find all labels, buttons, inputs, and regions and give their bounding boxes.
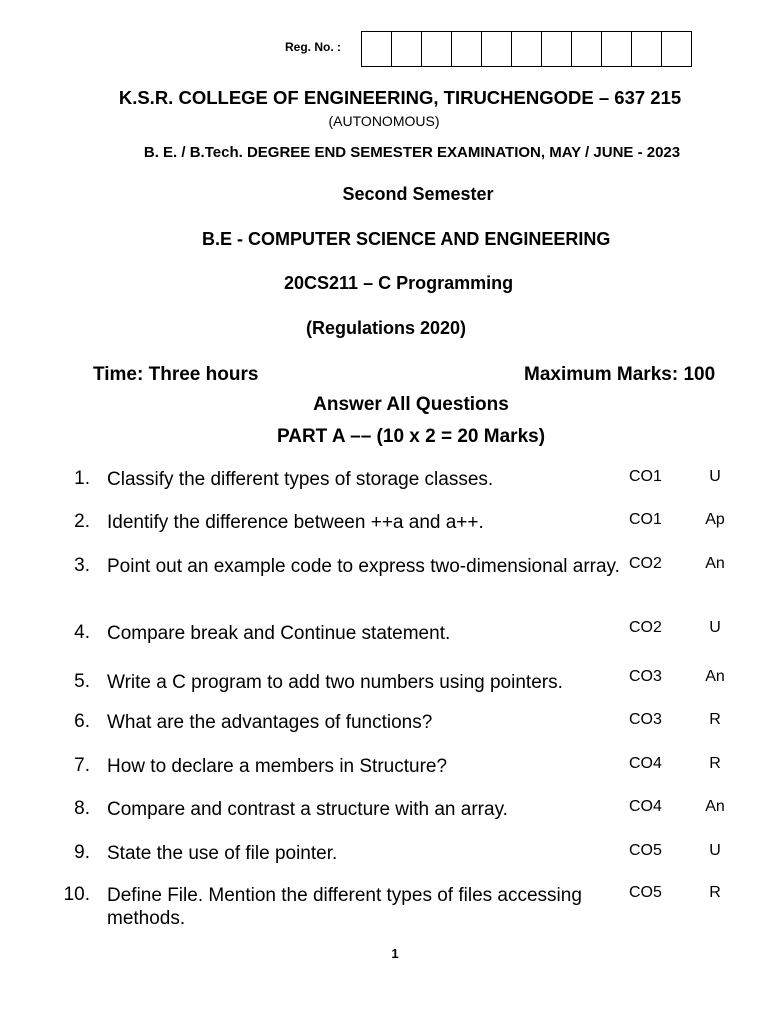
question-text: Compare break and Continue statement. xyxy=(107,623,451,644)
knowledge-level-label: U xyxy=(709,619,721,636)
knowledge-level-label: R xyxy=(709,755,721,772)
reg-no-box[interactable] xyxy=(541,31,572,67)
max-marks-label: Maximum Marks: 100 xyxy=(524,364,716,385)
question-text: State the use of file pointer. xyxy=(107,843,338,864)
question-number: 1. xyxy=(74,468,90,489)
exam-title: B. E. / B.Tech. DEGREE END SEMESTER EXAMINATION, MAY / JUNE - 2023 xyxy=(143,144,681,161)
course-outcome-label: CO5 xyxy=(629,842,662,859)
answer-all-heading: Answer All Questions xyxy=(313,394,509,415)
course-outcome-label: CO1 xyxy=(629,511,662,528)
question-number: 4. xyxy=(74,622,90,643)
question-text: Define File. Mention the different types of files accessing methods. xyxy=(107,885,582,929)
reg-no-box[interactable] xyxy=(391,31,422,67)
college-name: K.S.R. COLLEGE OF ENGINEERING, TIRUCHENGODE – 637 215 xyxy=(118,87,682,108)
question-text: How to declare a members in Structure? xyxy=(107,756,448,777)
question-text: Point out an example code to express two-dimensional array. xyxy=(107,556,620,577)
time-label: Time: Three hours xyxy=(93,364,259,385)
course-outcome-label: CO4 xyxy=(629,755,662,772)
reg-no-boxes[interactable] xyxy=(362,31,692,67)
question-number: 5. xyxy=(74,671,90,692)
reg-no-box[interactable] xyxy=(601,31,632,67)
autonomous-label: (AUTONOMOUS) xyxy=(328,113,440,129)
knowledge-level-label: U xyxy=(709,842,721,859)
reg-no-box[interactable] xyxy=(421,31,452,67)
question-number: 8. xyxy=(74,798,90,819)
question-number: 10. xyxy=(63,884,90,905)
part-a-heading: PART A –– (10 x 2 = 20 Marks) xyxy=(276,426,546,447)
question-text: Classify the different types of storage classes. xyxy=(107,469,494,490)
question-number: 2. xyxy=(74,511,90,532)
course-outcome-label: CO5 xyxy=(629,884,662,901)
question-text: Identify the difference between ++a and a++. xyxy=(107,512,484,533)
knowledge-level-label: R xyxy=(709,884,721,901)
regulation-title: (Regulations 2020) xyxy=(306,318,467,338)
question-number: 7. xyxy=(74,755,90,776)
question-text: What are the advantages of functions? xyxy=(107,712,433,733)
course-outcome-label: CO2 xyxy=(629,619,662,636)
question-text: Compare and contrast a structure with an array. xyxy=(107,799,508,820)
question-number: 9. xyxy=(74,842,90,863)
page-number: 1 xyxy=(391,946,399,961)
reg-no-box[interactable] xyxy=(631,31,662,67)
reg-no-box[interactable] xyxy=(361,31,392,67)
knowledge-level-label: R xyxy=(709,711,721,728)
reg-no-box[interactable] xyxy=(511,31,542,67)
question-number: 6. xyxy=(74,711,90,732)
knowledge-level-label: U xyxy=(709,468,721,485)
question-number: 3. xyxy=(74,555,90,576)
reg-no-label: Reg. No. : xyxy=(285,40,341,54)
course-outcome-label: CO1 xyxy=(629,468,662,485)
branch-title: B.E - COMPUTER SCIENCE AND ENGINEERING xyxy=(202,229,611,249)
course-outcome-label: CO4 xyxy=(629,798,662,815)
knowledge-level-label: An xyxy=(705,555,725,572)
knowledge-level-label: An xyxy=(705,798,725,815)
course-outcome-label: CO2 xyxy=(629,555,662,572)
question-text: Write a C program to add two numbers using pointers. xyxy=(107,672,563,693)
reg-no-box[interactable] xyxy=(661,31,692,67)
reg-no-box[interactable] xyxy=(481,31,512,67)
reg-no-box[interactable] xyxy=(571,31,602,67)
knowledge-level-label: Ap xyxy=(705,511,725,528)
semester-title: Second Semester xyxy=(342,184,494,204)
course-outcome-label: CO3 xyxy=(629,711,662,728)
course-title: 20CS211 – C Programming xyxy=(284,273,514,293)
reg-no-box[interactable] xyxy=(451,31,482,67)
knowledge-level-label: An xyxy=(705,668,725,685)
course-outcome-label: CO3 xyxy=(629,668,662,685)
